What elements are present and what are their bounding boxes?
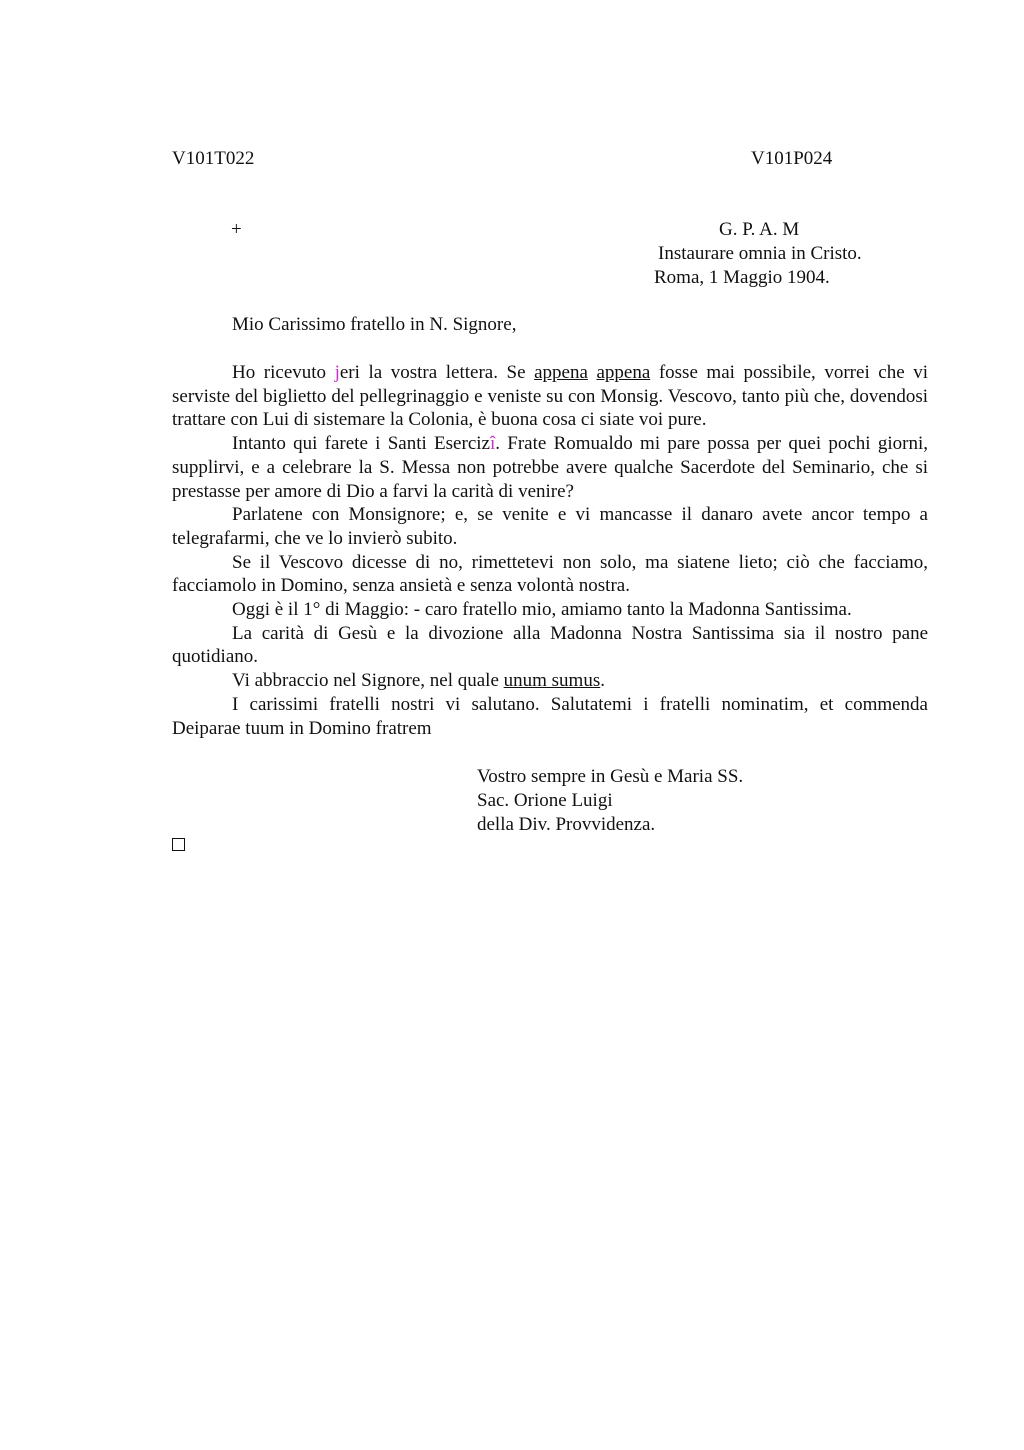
document-code-left: V101T022 xyxy=(172,148,255,169)
motto-initials: G. P. A. M xyxy=(719,219,800,240)
underlined-word: appena xyxy=(534,362,588,383)
cross-symbol: + xyxy=(231,219,242,240)
paragraph-8: I carissimi fratelli nostri vi salutano. Salutatemi i fratelli nominatim, et commenda Deiparae tuum in Domino fratrem xyxy=(172,693,928,739)
signer-name: Sac. Orione Luigi xyxy=(477,790,613,811)
paragraph-7 xyxy=(172,669,928,693)
paragraph-7-text-a: Vi abbraccio nel Signore, nel quale xyxy=(232,670,504,692)
place-date: Roma, 1 Maggio 1904. xyxy=(654,267,830,288)
paragraph-3: Parlatene con Monsignore; e, se venite e vi mancasse il danaro avete ancor tempo a telegrafarmi, che ve lo invierò subito. xyxy=(172,504,928,549)
paragraph-1 xyxy=(172,361,928,432)
paragraph-2-text-a: Intanto qui farete i Santi Eserciz xyxy=(232,433,490,455)
signature-block xyxy=(477,765,743,837)
letter-body xyxy=(172,361,928,740)
motto-text: Instaurare omnia in Cristo. xyxy=(658,243,862,264)
signer-congregation: della Div. Provvidenza. xyxy=(477,814,656,835)
underlined-word: appena xyxy=(596,362,651,383)
paragraph-2 xyxy=(172,432,928,503)
underlined-phrase: unum sumus xyxy=(503,670,601,692)
paragraph-1-text-a: Ho ricevuto xyxy=(232,362,335,383)
paragraph-2-text-c: . Frate Romualdo mi pare possa per quei pochi giorni, supplirvi, e a celebrare la S. Messa non potrebbe avere qualche Sacerdote del Seminario, che si prestasse per amore di Dio a farvi la carità di venire? xyxy=(172,433,928,502)
paragraph-1-text-g: fosse mai possibile, vorrei che vi serviste del biglietto del pellegrinaggio e veniste su con Monsig. Vescovo, tanto più che, dovendosi trattare con Lui di sistemare la Colonia, è buona cosa ci siate voi pure. xyxy=(172,362,928,431)
paragraph-4: Se il Vescovo dicesse di no, rimettetevi non solo, ma siatene lieto; ciò che facciamo, facciamolo in Domino, senza ansietà e senza volontà nostra. xyxy=(172,551,928,597)
paragraph-7-text-c: . xyxy=(600,670,605,692)
highlighted-letter: j xyxy=(334,362,340,383)
document-code-right: V101P024 xyxy=(751,148,833,169)
paragraph-1-text-c: eri la vostra lettera. Se xyxy=(339,362,535,383)
highlighted-letter: î xyxy=(489,433,496,455)
salutation: Mio Carissimo fratello in N. Signore, xyxy=(232,314,517,335)
closing-line: Vostro sempre in Gesù e Maria SS. xyxy=(477,766,744,787)
paragraph-5: Oggi è il 1° di Maggio: - caro fratello mio, amiamo tanto la Madonna Santissima. xyxy=(232,599,852,621)
paragraph-6: La carità di Gesù e la divozione alla Madonna Nostra Santissima sia il nostro pane quotidiano. xyxy=(172,622,928,668)
square-outline-icon xyxy=(172,838,185,851)
